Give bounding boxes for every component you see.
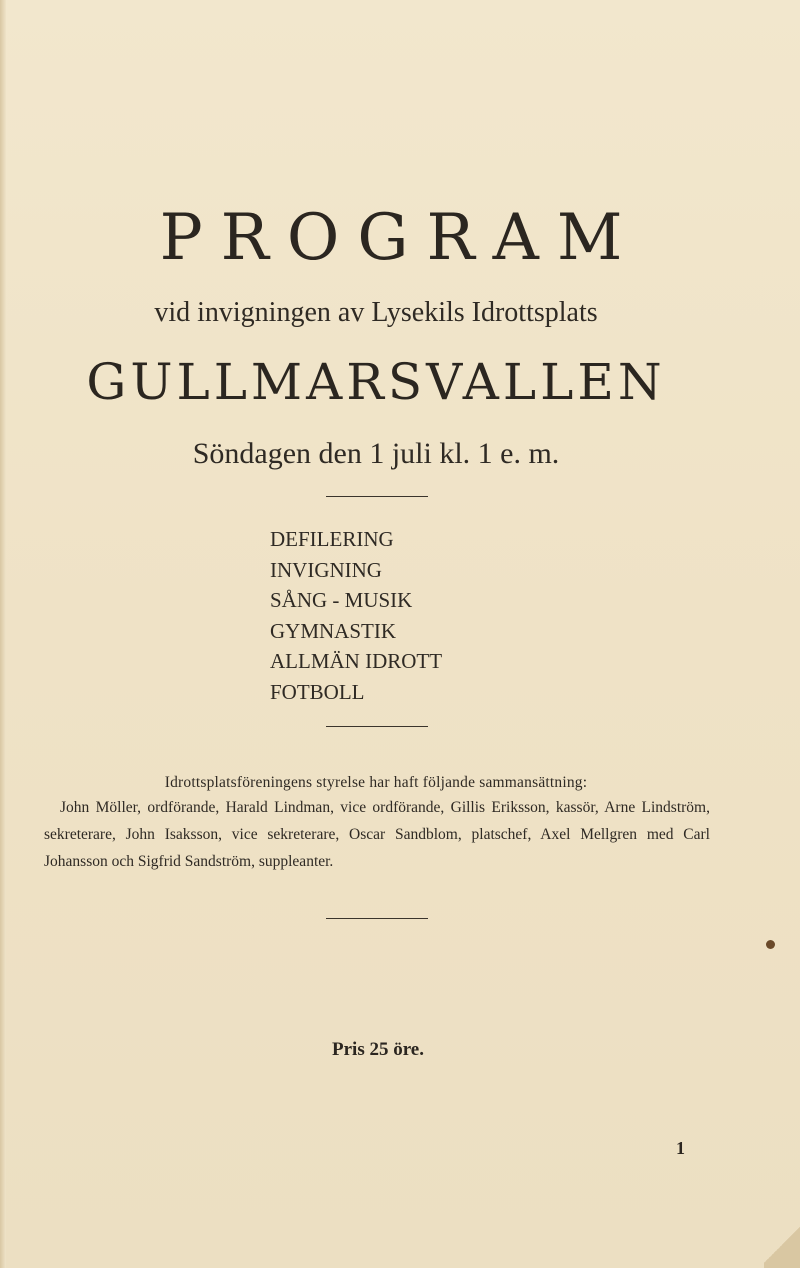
venue-name: GULLMARSVALLEN [86, 353, 666, 411]
program-list [270, 524, 570, 707]
event-date: Söndagen den 1 juli kl. 1 e. m. [192, 437, 560, 470]
divider-rule [326, 726, 428, 727]
board-members-text: John Möller, ordförande, Harald Lindman, vice ordförande, Gillis Eriksson, kassör, Arne Lindström, sekreterare, John Isaksson, vice sekreterare, Oscar Sandblom, platschef, Axel Mellgren med Carl Johansson och Sigfrid Sandström, suppleanter. [44, 799, 710, 870]
page-subtitle: vid invigningen av Lysekils Idrottsplats [154, 297, 598, 328]
program-item: INVIGNING [270, 557, 382, 582]
divider-rule [326, 918, 428, 919]
program-item: ALLMÄN IDROTT [270, 649, 443, 673]
price-label: Pris 25 öre. [332, 1039, 424, 1060]
board-intro: Idrottsplatsföreningens styrelse har haft följande sammansättning: [164, 774, 588, 791]
divider-rule [326, 496, 428, 497]
program-item: FOTBOLL [270, 679, 365, 704]
program-item: DEFILERING [270, 527, 394, 551]
page-edge [0, 0, 6, 1268]
page-number: 1 [676, 1138, 685, 1158]
program-item: SÅNG - MUSIK [270, 588, 413, 612]
paper-stain [766, 940, 775, 949]
corner-fold [764, 1222, 800, 1268]
program-item: GYMNASTIK [270, 618, 396, 643]
page-title: PROGRAM [159, 201, 641, 275]
